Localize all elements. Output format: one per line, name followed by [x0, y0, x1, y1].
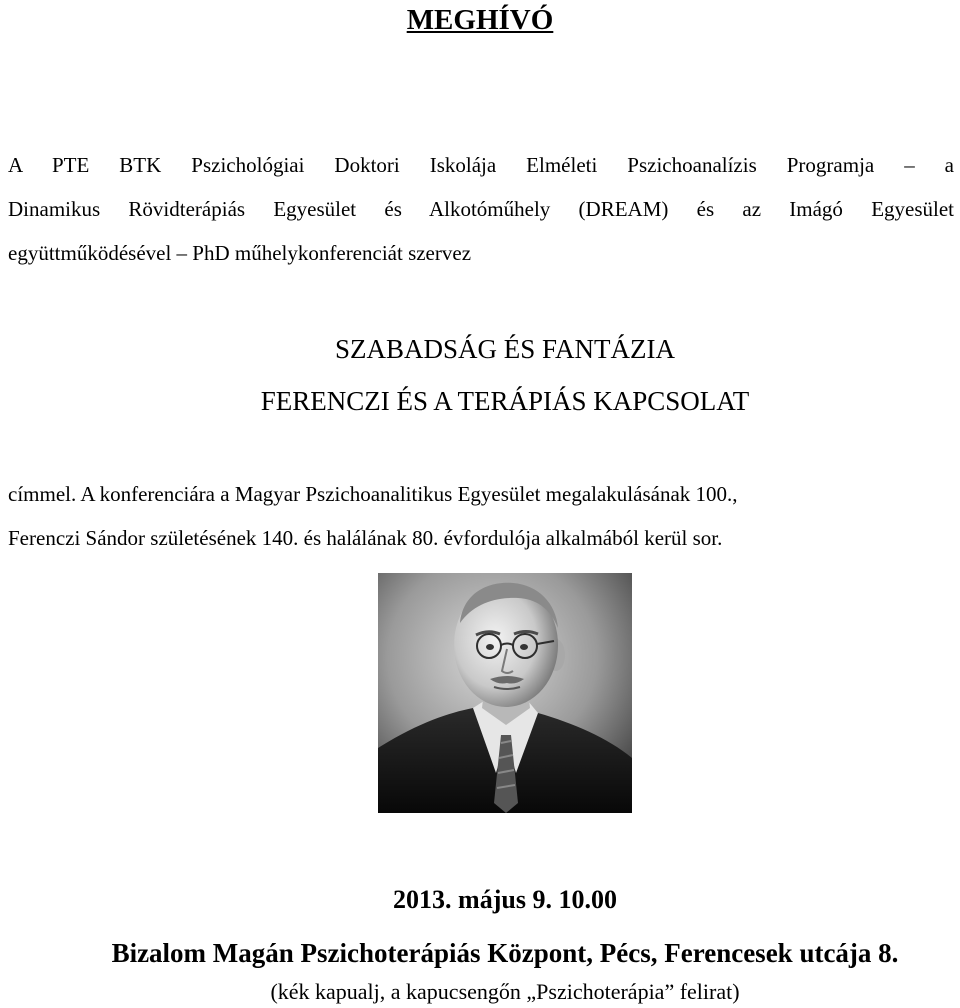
body-line-2: Ferenczi Sándor születésének 140. és halálának 80. évfordulója alkalmából kerül sor.: [8, 526, 723, 550]
conference-subtitle: FERENCZI ÉS A TERÁPIÁS KAPCSOLAT: [260, 386, 750, 416]
portrait-photo-icon: [378, 573, 632, 813]
intro-line-2: Dinamikus Rövidterápiás Egyesület és Alkotóműhely (DREAM) és az Imágó Egyesület: [8, 197, 954, 221]
event-date: 2013. május 9. 10.00: [393, 885, 617, 914]
venue-note: (kék kapualj, a kapucsengőn „Pszichoterápia” felirat): [270, 979, 740, 1004]
body-paragraph: [8, 472, 954, 560]
body-line-1: címmel. A konferenciára a Magyar Pszichoanalitikus Egyesület megalakulásának 100.,: [8, 482, 738, 506]
intro-line-3: együttműködésével – PhD műhelykonferenciát szervez: [8, 241, 472, 265]
intro-line-1: A PTE BTK Pszichológiai Doktori Iskolája Elméleti Pszichoanalízis Programja – a: [8, 153, 954, 177]
invitation-title: MEGHÍVÓ: [406, 4, 554, 36]
ferenczi-portrait: [378, 573, 632, 813]
event-venue: Bizalom Magán Pszichoterápiás Központ, Pécs, Ferencesek utcája 8.: [111, 938, 899, 968]
conference-title: SZABADSÁG ÉS FANTÁZIA: [334, 334, 676, 364]
intro-paragraph: [8, 143, 954, 275]
